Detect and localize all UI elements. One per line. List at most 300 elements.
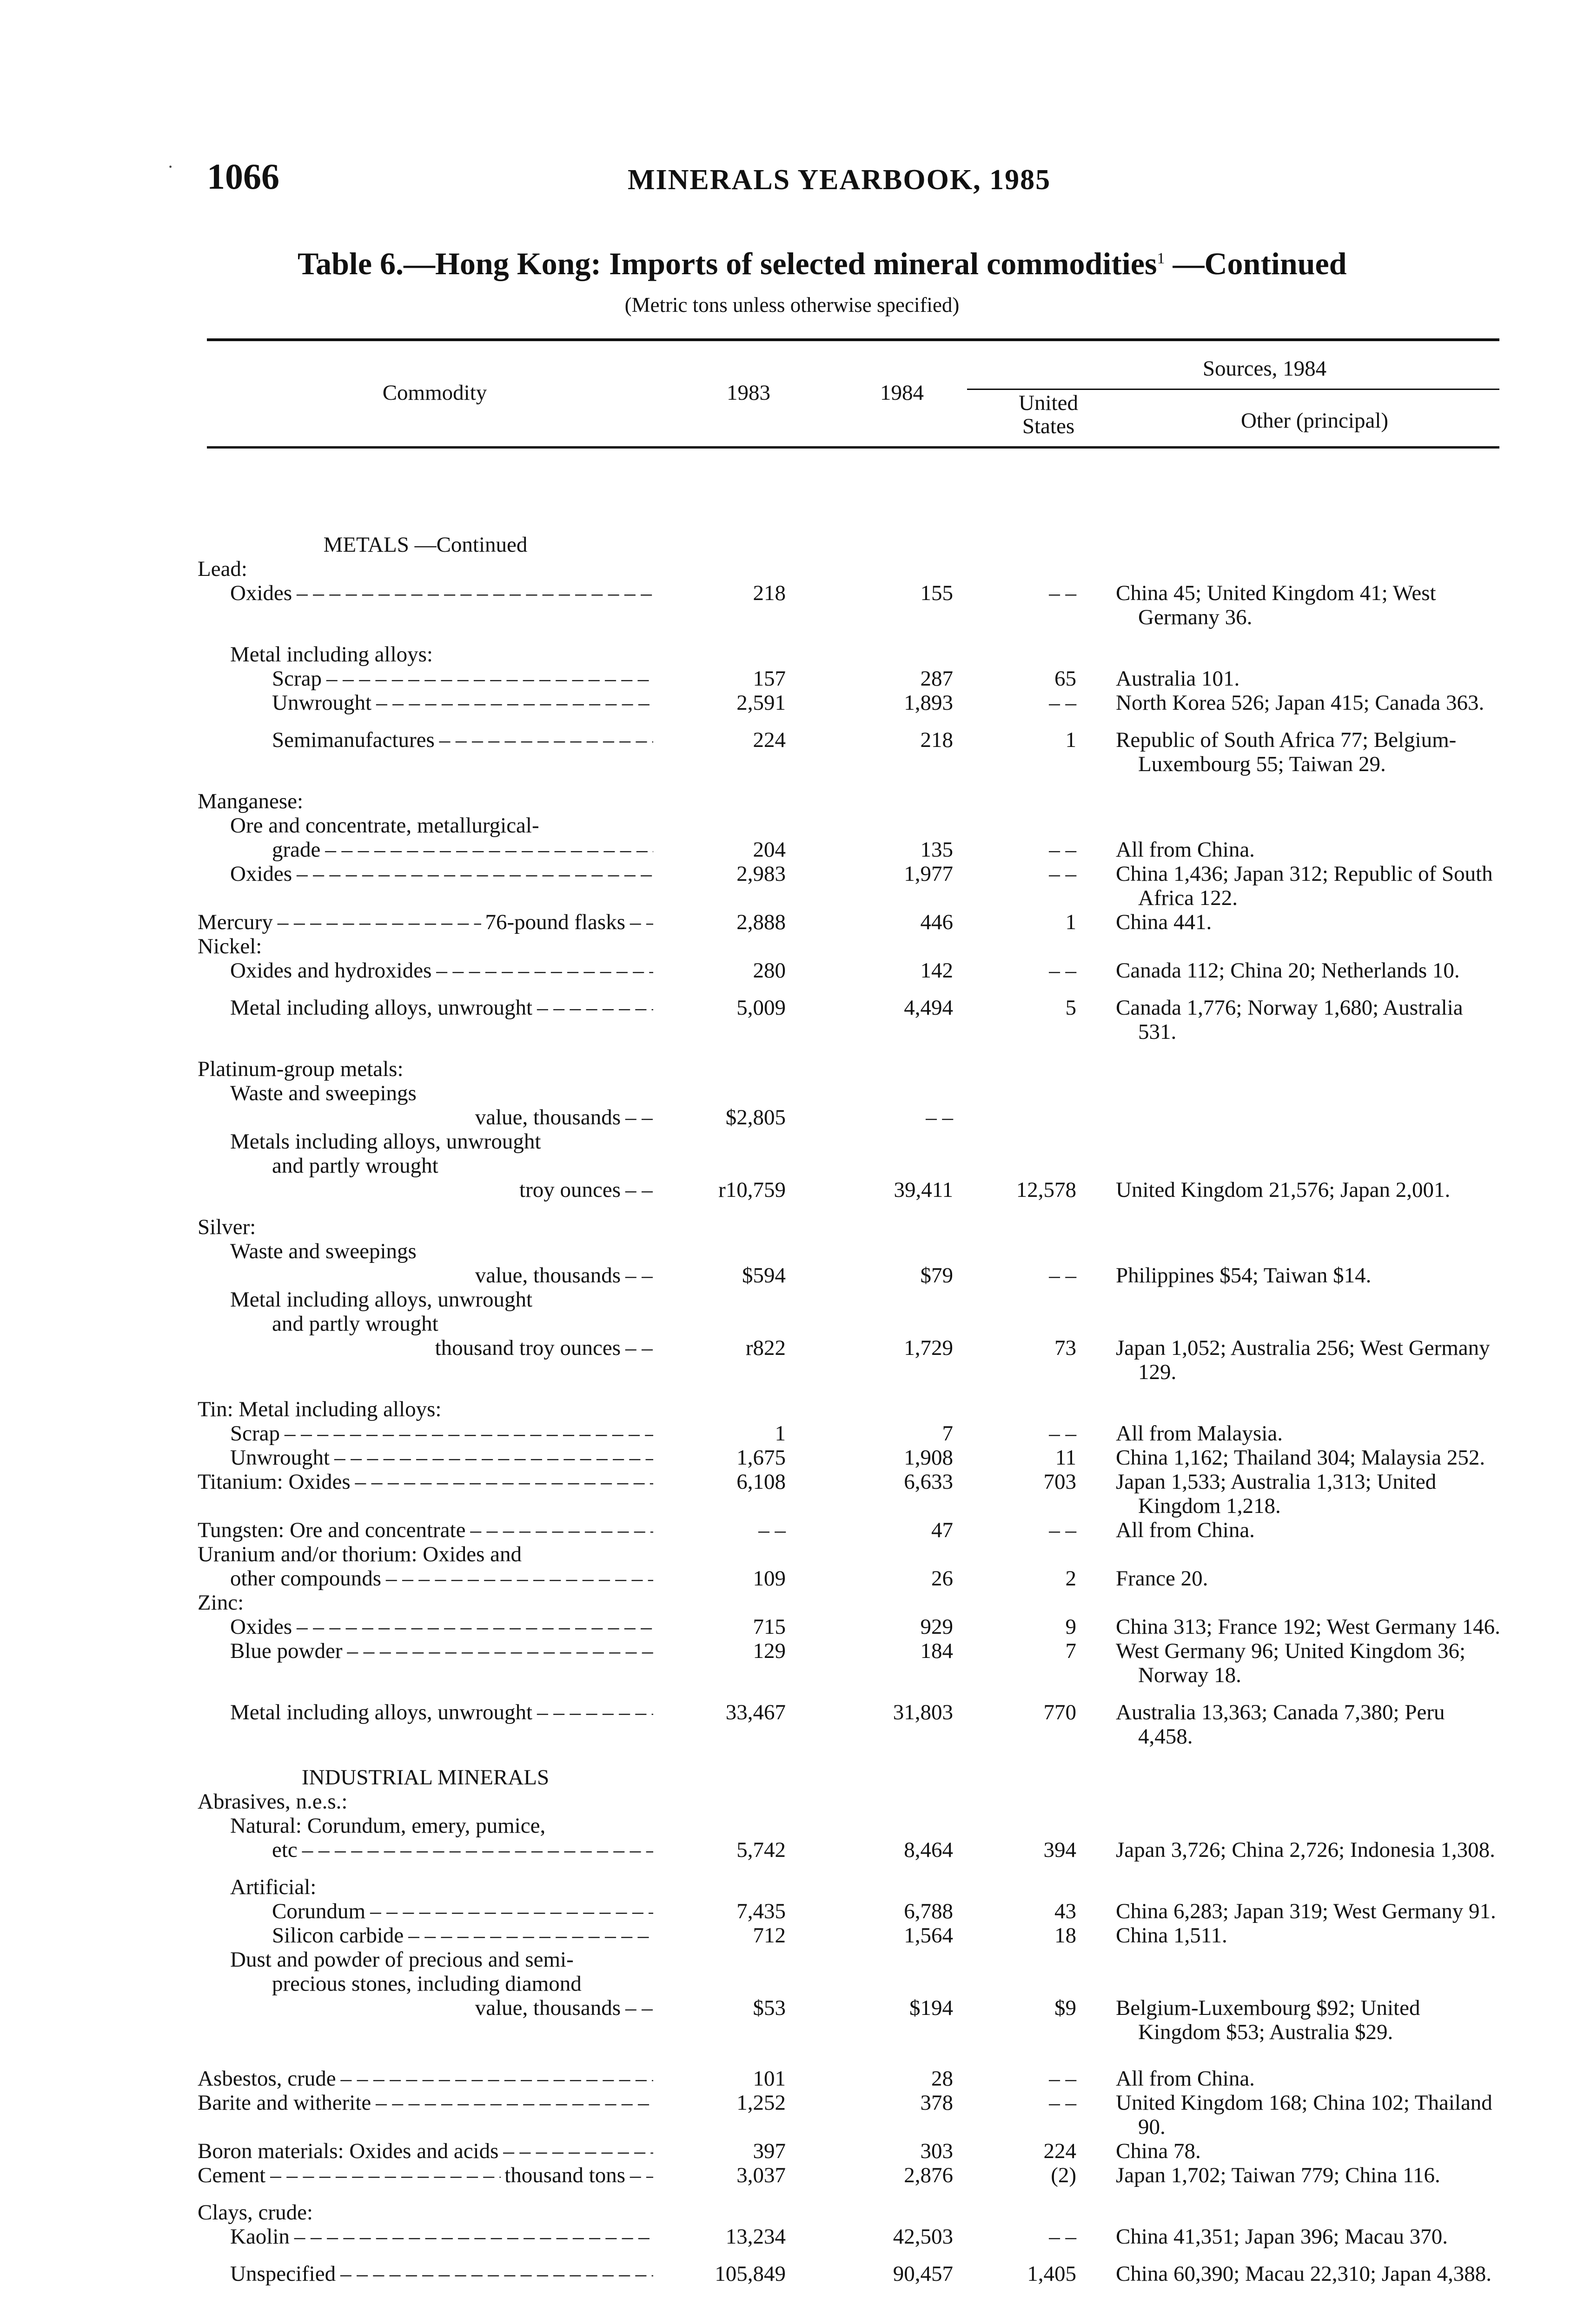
commodity-cell — [198, 1421, 653, 1446]
value-1984 — [818, 2163, 979, 2187]
sources-other — [1088, 1862, 1504, 1899]
commodity-unit-line — [198, 1336, 653, 1360]
group-row — [198, 1081, 1504, 1105]
cell-1984: 155 — [920, 581, 953, 605]
value-1984 — [818, 2139, 979, 2163]
page-number: 1066 — [207, 156, 279, 197]
value-united-states — [979, 691, 1088, 715]
cell-1983: 715 — [753, 1615, 786, 1639]
sources-other — [1088, 1838, 1504, 1862]
table-row — [198, 667, 1504, 691]
group-row — [198, 934, 1504, 958]
group-row — [198, 1542, 1504, 1566]
commodity-label: Waste and sweepings — [230, 1081, 417, 1105]
sources-rule — [967, 389, 1499, 390]
commodity-cell — [198, 1566, 653, 1591]
cell-other: Canada 112; China 20; Netherlands 10. — [1116, 958, 1460, 983]
sources-other — [1088, 1814, 1504, 1838]
cell-1984: $79 — [920, 1263, 953, 1287]
commodity-label: Artificial: — [230, 1875, 317, 1899]
commodity-cell — [198, 1923, 653, 1948]
table-row — [198, 691, 1504, 715]
group-row — [198, 1154, 1504, 1178]
dot-leader — [625, 910, 653, 934]
dot-leader — [330, 1446, 653, 1470]
sources-other — [1088, 1421, 1504, 1446]
value-1984 — [818, 1154, 979, 1178]
sources-other — [1088, 813, 1504, 838]
sources-other — [1088, 1336, 1504, 1384]
sources-other — [1088, 1239, 1504, 1263]
value-1983 — [653, 1154, 818, 1178]
dot-leader — [298, 1838, 653, 1862]
commodity-label: precious stones, including diamond — [272, 1972, 582, 1996]
sources-other — [1088, 1287, 1504, 1312]
cell-us: – – — [1049, 1518, 1076, 1542]
sources-other — [1088, 934, 1504, 958]
cell-other: United Kingdom 168; China 102; Thailand 90. — [1116, 2091, 1492, 2139]
value-1983 — [653, 1081, 818, 1105]
table-row — [198, 1899, 1504, 1923]
cell-us: 770 — [1043, 1700, 1076, 1724]
value-1984 — [818, 1899, 979, 1923]
commodity-line — [198, 1421, 653, 1446]
value-1984 — [818, 1081, 979, 1105]
col-header-commodity: Commodity — [382, 381, 487, 405]
dot-leader — [322, 667, 653, 691]
sources-other — [1088, 1312, 1504, 1336]
value-1984 — [818, 838, 979, 862]
commodity-line — [198, 958, 653, 983]
value-1983 — [653, 2139, 818, 2163]
cell-1983: 2,983 — [736, 862, 786, 886]
commodity-label: Metal including alloys, unwrought — [230, 1287, 533, 1312]
sources-other — [1088, 1899, 1504, 1923]
table-title-suffix: —Continued — [1165, 246, 1347, 281]
cell-1983: 13,234 — [725, 2225, 786, 2249]
cell-1984: 6,788 — [904, 1899, 953, 1923]
group-row — [198, 1202, 1504, 1239]
commodity-label: Ore and concentrate, metallurgical- — [230, 813, 539, 838]
table-row — [198, 2139, 1504, 2163]
dot-leader — [273, 910, 482, 934]
value-1983 — [653, 1470, 818, 1518]
commodity-label: Kaolin — [230, 2225, 290, 2249]
cell-us: $9 — [1054, 1996, 1076, 2020]
sources-other — [1088, 1105, 1504, 1129]
commodity-line — [198, 1639, 653, 1663]
cell-1984: 184 — [920, 1639, 953, 1663]
commodity-line — [198, 1446, 653, 1470]
cell-other: Republic of South Africa 77; Belgium-Luxembourg 55; Taiwan 29. — [1116, 728, 1457, 776]
table-row — [198, 1105, 1504, 1129]
sources-other — [1088, 1384, 1504, 1421]
value-1984 — [818, 1996, 979, 2044]
commodity-label: and partly wrought — [272, 1154, 438, 1178]
value-1984 — [818, 1948, 979, 1972]
dot-leader — [465, 1518, 653, 1542]
table-row — [198, 1615, 1504, 1639]
table-row — [198, 1838, 1504, 1862]
unit-label: troy ounces — [519, 1178, 621, 1202]
commodity-cell — [198, 1446, 653, 1470]
commodity-label: Corundum — [272, 1899, 366, 1923]
value-1984 — [818, 1615, 979, 1639]
col-header-united-states — [969, 391, 1127, 438]
dot-leader — [280, 1421, 653, 1446]
commodity-line — [198, 2139, 653, 2163]
value-1983 — [653, 983, 818, 1044]
commodity-line — [198, 2225, 653, 2249]
cell-other: China 41,351; Japan 396; Macau 370. — [1116, 2225, 1448, 2249]
value-united-states — [979, 862, 1088, 910]
dot-leader — [336, 2262, 653, 2286]
value-1983 — [653, 691, 818, 715]
cell-other: North Korea 526; Japan 415; Canada 363. — [1116, 691, 1485, 715]
cell-1983: 1 — [775, 1421, 786, 1446]
cell-1983: 157 — [753, 667, 786, 691]
cell-other: All from China. — [1116, 838, 1255, 862]
sources-other — [1088, 1518, 1504, 1542]
value-1984 — [818, 1421, 979, 1446]
commodity-label: etc — [272, 1838, 298, 1862]
cell-us: 73 — [1054, 1336, 1076, 1360]
commodity-cell — [198, 1263, 653, 1287]
commodity-line — [198, 2163, 653, 2187]
dot-leader — [621, 1105, 653, 1129]
commodity-line — [198, 2262, 653, 2286]
sources-other — [1088, 1129, 1504, 1154]
value-1983 — [653, 1899, 818, 1923]
cell-us: 12,578 — [1016, 1178, 1076, 1202]
value-1983 — [653, 1542, 818, 1566]
dot-leader — [621, 1178, 653, 1202]
sources-other — [1088, 1566, 1504, 1591]
sources-other — [1088, 958, 1504, 983]
value-united-states — [979, 838, 1088, 862]
value-united-states — [979, 1948, 1088, 1972]
sources-other — [1088, 1948, 1504, 1972]
cell-us: 1,405 — [1027, 2262, 1076, 2286]
commodity-label: Scrap — [272, 667, 322, 691]
unit-label: thousand tons — [504, 2163, 625, 2187]
value-1983 — [653, 1948, 818, 1972]
cell-1983: 7,435 — [736, 1899, 786, 1923]
section-row — [198, 1749, 1504, 1789]
sources-other — [1088, 1202, 1504, 1239]
cell-us: – – — [1049, 2091, 1076, 2115]
sources-other — [1088, 1639, 1504, 1687]
sources-other — [1088, 776, 1504, 813]
group-row — [198, 1972, 1504, 1996]
cell-us: (2) — [1051, 2163, 1076, 2187]
col-header-other: Other (principal) — [1240, 409, 1389, 433]
sources-other — [1088, 1615, 1504, 1639]
sources-other — [1088, 910, 1504, 934]
value-1984 — [818, 910, 979, 934]
value-united-states — [979, 1566, 1088, 1591]
cell-1983: 218 — [753, 581, 786, 605]
cell-other: China 60,390; Macau 22,310; Japan 4,388. — [1116, 2262, 1492, 2286]
commodity-label: Uranium and/or thorium: Oxides and — [198, 1542, 522, 1566]
commodity-line — [198, 1470, 653, 1494]
value-united-states — [979, 1838, 1088, 1862]
cell-other: Australia 13,363; Canada 7,380; Peru 4,458. — [1116, 1700, 1445, 1749]
group-row — [198, 557, 1504, 581]
commodity-label: Tin: Metal including alloys: — [198, 1397, 442, 1421]
value-1983 — [653, 557, 818, 581]
table-row — [198, 2091, 1504, 2139]
title-footnote-ref: 1 — [1157, 250, 1165, 267]
value-1983 — [653, 838, 818, 862]
commodity-label: Oxides — [230, 1615, 292, 1639]
commodity-label: Platinum-group metals: — [198, 1057, 404, 1081]
commodity-cell — [198, 667, 653, 691]
value-united-states — [979, 715, 1088, 776]
value-1983 — [653, 934, 818, 958]
cell-us: – – — [1049, 958, 1076, 983]
table-row — [198, 1639, 1504, 1687]
unit-label: 76-pound flasks — [485, 910, 625, 934]
sources-other — [1088, 691, 1504, 715]
commodity-cell — [198, 2225, 653, 2249]
sources-other — [1088, 862, 1504, 910]
table-row — [198, 715, 1504, 776]
sources-other — [1088, 1996, 1504, 2044]
cell-1983: 129 — [753, 1639, 786, 1663]
commodity-cell — [198, 1154, 653, 1178]
sources-other — [1088, 1446, 1504, 1470]
commodity-label: Zinc: — [198, 1591, 244, 1615]
commodity-cell — [198, 1591, 653, 1615]
table-title-main: Table 6.—Hong Kong: Imports of selected mineral commodities — [298, 246, 1157, 281]
commodity-cell — [198, 2249, 653, 2286]
commodity-line — [198, 996, 653, 1020]
commodity-line — [198, 2067, 653, 2091]
dot-leader — [532, 1700, 653, 1724]
cell-1983: 101 — [753, 2067, 786, 2091]
running-head: MINERALS YEARBOOK, 1985 — [628, 164, 1051, 196]
section-heading: INDUSTRIAL MINERALS — [301, 1765, 550, 1789]
group-row — [198, 1312, 1504, 1336]
value-1984 — [818, 1044, 979, 1081]
value-1983 — [653, 2044, 818, 2091]
cell-us: 703 — [1043, 1470, 1076, 1494]
col-header-us-line2: States — [1022, 414, 1075, 438]
sources-other — [1088, 2139, 1504, 2163]
commodity-cell — [198, 1518, 653, 1542]
cell-us: – – — [1049, 2225, 1076, 2249]
unit-label: value, thousands — [475, 1263, 621, 1287]
cell-other: France 20. — [1116, 1566, 1208, 1591]
commodity-line — [198, 1615, 653, 1639]
cell-other: Japan 3,726; China 2,726; Indonesia 1,308. — [1116, 1838, 1495, 1862]
dot-leader — [365, 1899, 653, 1923]
value-1984 — [818, 1287, 979, 1312]
commodity-label: Oxides — [230, 862, 292, 886]
table-row — [198, 1421, 1504, 1446]
commodity-label: Blue powder — [230, 1639, 343, 1663]
commodity-label: Semimanufactures — [272, 728, 435, 752]
value-1984 — [818, 1263, 979, 1287]
value-united-states — [979, 667, 1088, 691]
cell-1983: $2,805 — [725, 1105, 786, 1129]
value-united-states — [979, 983, 1088, 1044]
sources-other — [1088, 1470, 1504, 1518]
commodity-label: Boron materials: Oxides and acids — [198, 2139, 499, 2163]
value-1983 — [653, 1178, 818, 1202]
value-1983 — [653, 2225, 818, 2249]
sources-other — [1088, 1591, 1504, 1615]
table-row — [198, 983, 1504, 1044]
sources-other — [1088, 2187, 1504, 2225]
sources-other — [1088, 1263, 1504, 1287]
cell-1984: 90,457 — [893, 2262, 953, 2286]
commodity-cell — [198, 862, 653, 910]
commodity-cell — [198, 2091, 653, 2139]
group-row — [198, 1789, 1504, 1814]
value-1983 — [653, 1312, 818, 1336]
cell-1983: 1,675 — [736, 1446, 786, 1470]
dot-leader — [371, 2091, 653, 2115]
cell-other: China 45; United Kingdom 41; West Germany 36. — [1116, 581, 1436, 629]
commodity-label: Asbestos, crude — [198, 2067, 336, 2091]
table-row — [198, 1446, 1504, 1470]
commodity-label: Metal including alloys, unwrought — [230, 1700, 533, 1724]
sources-other — [1088, 557, 1504, 581]
commodity-cell — [198, 1044, 653, 1081]
dot-leader — [342, 1639, 653, 1663]
cell-1983: 204 — [753, 838, 786, 862]
commodity-line — [198, 581, 653, 605]
table-row — [198, 1566, 1504, 1591]
dot-leader — [292, 581, 653, 605]
sources-other — [1088, 983, 1504, 1044]
value-1984 — [818, 557, 979, 581]
value-united-states — [979, 1178, 1088, 1202]
dot-leader — [265, 2163, 501, 2187]
unit-label: value, thousands — [475, 1996, 621, 2020]
cell-us: – – — [1049, 581, 1076, 605]
commodity-cell — [198, 1615, 653, 1639]
value-united-states — [979, 1615, 1088, 1639]
sources-other — [1088, 1972, 1504, 1996]
value-united-states — [979, 1446, 1088, 1470]
group-row — [198, 1384, 1504, 1421]
value-1983 — [653, 1862, 818, 1899]
cell-1984: 8,464 — [904, 1838, 953, 1862]
section-row — [198, 516, 1504, 557]
value-1983 — [653, 1996, 818, 2044]
value-united-states — [979, 2091, 1088, 2139]
commodity-label: Unwrought — [230, 1446, 330, 1470]
value-united-states — [979, 557, 1088, 581]
value-1983 — [653, 862, 818, 910]
sources-other — [1088, 838, 1504, 862]
sources-other — [1088, 1542, 1504, 1566]
value-united-states — [979, 2187, 1088, 2225]
commodity-cell — [198, 813, 653, 838]
commodity-cell — [198, 1838, 653, 1862]
value-1983 — [653, 1687, 818, 1749]
cell-1984: 218 — [920, 728, 953, 752]
cell-1984: 1,893 — [904, 691, 953, 715]
value-1984 — [818, 862, 979, 910]
value-united-states — [979, 2139, 1088, 2163]
cell-other: China 313; France 192; West Germany 146. — [1116, 1615, 1500, 1639]
cell-1984: 4,494 — [904, 996, 953, 1020]
sources-other — [1088, 2091, 1504, 2139]
value-1983 — [653, 1615, 818, 1639]
value-1984 — [818, 2187, 979, 2225]
dot-leader — [621, 1996, 653, 2020]
table-row — [198, 838, 1504, 862]
table-row — [198, 1518, 1504, 1542]
value-united-states — [979, 1081, 1088, 1105]
value-united-states — [979, 1336, 1088, 1384]
cell-us: 7 — [1065, 1639, 1076, 1663]
commodity-label: Metal including alloys, unwrought — [230, 996, 533, 1020]
dot-leader — [371, 691, 653, 715]
value-1984 — [818, 1639, 979, 1687]
sources-other — [1088, 2044, 1504, 2091]
table-row — [198, 1470, 1504, 1518]
dot-leader — [498, 2139, 653, 2163]
group-row — [198, 629, 1504, 667]
commodity-cell — [198, 1639, 653, 1687]
cell-1984: 142 — [920, 958, 953, 983]
value-united-states — [979, 1263, 1088, 1287]
value-1984 — [818, 1384, 979, 1421]
cell-other: United Kingdom 21,576; Japan 2,001. — [1116, 1178, 1451, 1202]
cell-other: West Germany 96; United Kingdom 36; Norway 18. — [1116, 1639, 1466, 1687]
commodity-label: Cement — [198, 2163, 266, 2187]
cell-1984: 2,876 — [904, 2163, 953, 2187]
value-1984 — [818, 813, 979, 838]
value-united-states — [979, 1421, 1088, 1446]
commodity-label: Oxides and hydroxides — [230, 958, 432, 983]
commodity-label: Unspecified — [230, 2262, 336, 2286]
cell-1983: 5,742 — [736, 1838, 786, 1862]
cell-1984: 1,564 — [904, 1923, 953, 1948]
commodity-cell — [198, 934, 653, 958]
cell-1984: 31,803 — [893, 1700, 953, 1724]
value-1983 — [653, 1639, 818, 1687]
section-heading: METALS —Continued — [323, 533, 528, 557]
group-row — [198, 1129, 1504, 1154]
dot-leader — [336, 2067, 653, 2091]
value-united-states — [979, 1862, 1088, 1899]
commodity-cell — [198, 1384, 653, 1421]
commodity-line — [198, 2091, 653, 2115]
commodity-cell — [198, 1336, 653, 1384]
imports-table — [198, 516, 1504, 2286]
value-1984 — [818, 1129, 979, 1154]
commodity-label: Nickel: — [198, 934, 262, 958]
commodity-unit-line — [198, 1178, 653, 1202]
commodity-cell — [198, 1687, 653, 1749]
col-header-1984: 1984 — [880, 381, 924, 405]
value-united-states — [979, 1899, 1088, 1923]
commodity-line — [198, 1899, 653, 1923]
value-1984 — [818, 1687, 979, 1749]
commodity-cell — [198, 1287, 653, 1312]
value-1983 — [653, 2091, 818, 2139]
commodity-line — [198, 691, 653, 715]
value-united-states — [979, 1639, 1088, 1687]
commodity-label: Barite and witherite — [198, 2091, 371, 2115]
group-row — [198, 1814, 1504, 1838]
